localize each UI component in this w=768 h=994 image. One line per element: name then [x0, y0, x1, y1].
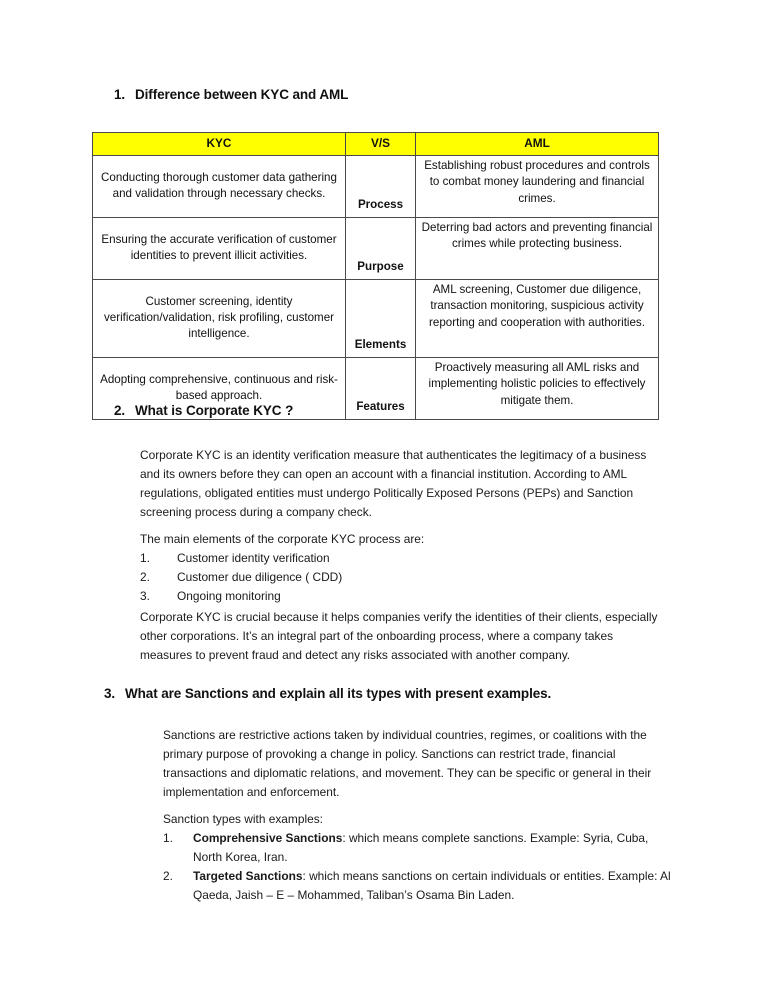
table-row	[93, 217, 659, 279]
cell-kyc-elements: Customer screening, identity verification/validation, risk profiling, customer intelligence.	[93, 279, 346, 357]
list-marker: 1.	[163, 831, 173, 846]
cell-aml-purpose: Deterring bad actors and preventing financial crimes while protecting business.	[416, 217, 659, 279]
list-marker: 3.	[140, 589, 150, 604]
list-item-text: Customer identity verification	[177, 551, 330, 566]
section-heading-1	[114, 87, 348, 102]
cell-vs-process: Process	[346, 155, 416, 217]
sanction-type-name: Comprehensive Sanctions	[193, 831, 343, 846]
section-number-1: 1.	[114, 87, 126, 102]
list-item	[140, 568, 664, 587]
list-item-text: Customer due diligence ( CDD)	[177, 570, 343, 585]
section-heading-2	[114, 403, 293, 418]
cell-aml-features: Proactively measuring all AML risks and implementing holistic policies to effectively mitigate them.	[416, 357, 659, 419]
cell-vs-purpose: Purpose	[346, 217, 416, 279]
section-number-3: 3.	[104, 686, 116, 701]
sanction-type-description: : which means sanctions on certain individuals or entities. Example: Al Qaeda, Jaish – E – Mohammed, Taliban’s Osama Bin Laden.	[193, 869, 671, 903]
sanctions-types-block	[163, 810, 671, 905]
table-row	[93, 155, 659, 217]
list-item	[163, 867, 671, 905]
corporate-kyc-elements-block	[140, 530, 664, 606]
sanction-type-name: Targeted Sanctions	[193, 869, 303, 884]
corporate-kyc-elements-lead: The main elements of the corporate KYC process are:	[140, 532, 425, 546]
section-heading-3	[104, 686, 551, 701]
corporate-kyc-closing-paragraph: Corporate KYC is crucial because it helps companies verify the identities of their clients, especially other corporations. It’s an integral part of the onboarding process, where a company takes measures to prevent fraud and detect any risks associated with another company.	[140, 610, 658, 663]
cell-vs-features: Features	[346, 357, 416, 419]
table-header-vs: V/S	[346, 133, 416, 156]
cell-aml-elements: AML screening, Customer due diligence, transaction monitoring, suspicious activity reporting and cooperation with authorities.	[416, 279, 659, 357]
table-header-aml: AML	[416, 133, 659, 156]
list-marker: 2.	[163, 869, 173, 884]
corporate-kyc-intro-paragraph: Corporate KYC is an identity verification measure that authenticates the legitimacy of a business and its owners before they can open an account with a financial institution. According to AML regulations, obligated entities must undergo Politically Exposed Persons (PEPs) and Sanction screening process during a company check.	[140, 448, 647, 520]
section-number-2: 2.	[114, 403, 126, 418]
section-title-3: What are Sanctions and explain all its types with present examples.	[125, 686, 552, 701]
list-marker: 1.	[140, 551, 150, 566]
list-marker: 2.	[140, 570, 150, 585]
section-title-2: What is Corporate KYC ?	[135, 403, 294, 418]
list-item-text: Ongoing monitoring	[177, 589, 281, 604]
sanctions-intro-paragraph: Sanctions are restrictive actions taken by individual countries, regimes, or coalitions with the primary purpose of provoking a change in policy. Sanctions can restrict trade, financial transactions and diplomatic relations, and movement. They can be specific or general in their implementation and enforcement.	[163, 728, 652, 800]
cell-vs-elements: Elements	[346, 279, 416, 357]
list-item	[163, 829, 671, 867]
cell-aml-process: Establishing robust procedures and controls to combat money laundering and financial crimes.	[416, 155, 659, 217]
table-header-row	[93, 133, 659, 156]
table-row	[93, 279, 659, 357]
cell-kyc-process: Conducting thorough customer data gathering and validation through necessary checks.	[93, 155, 346, 217]
sanctions-types-lead: Sanction types with examples:	[163, 812, 323, 826]
list-item	[140, 549, 664, 568]
section-title-1: Difference between KYC and AML	[135, 87, 349, 102]
cell-kyc-purpose: Ensuring the accurate verification of customer identities to prevent illicit activities.	[93, 217, 346, 279]
kyc-aml-comparison-table	[92, 132, 659, 420]
list-item	[140, 587, 664, 606]
sanction-type-description: : which means complete sanctions. Example: Syria, Cuba, North Korea, Iran.	[193, 831, 649, 865]
table-header-kyc: KYC	[93, 133, 346, 156]
cell-kyc-features: Adopting comprehensive, continuous and risk-based approach.	[93, 357, 346, 419]
corporate-kyc-elements-list	[140, 549, 664, 606]
sanctions-types-list	[163, 829, 671, 905]
